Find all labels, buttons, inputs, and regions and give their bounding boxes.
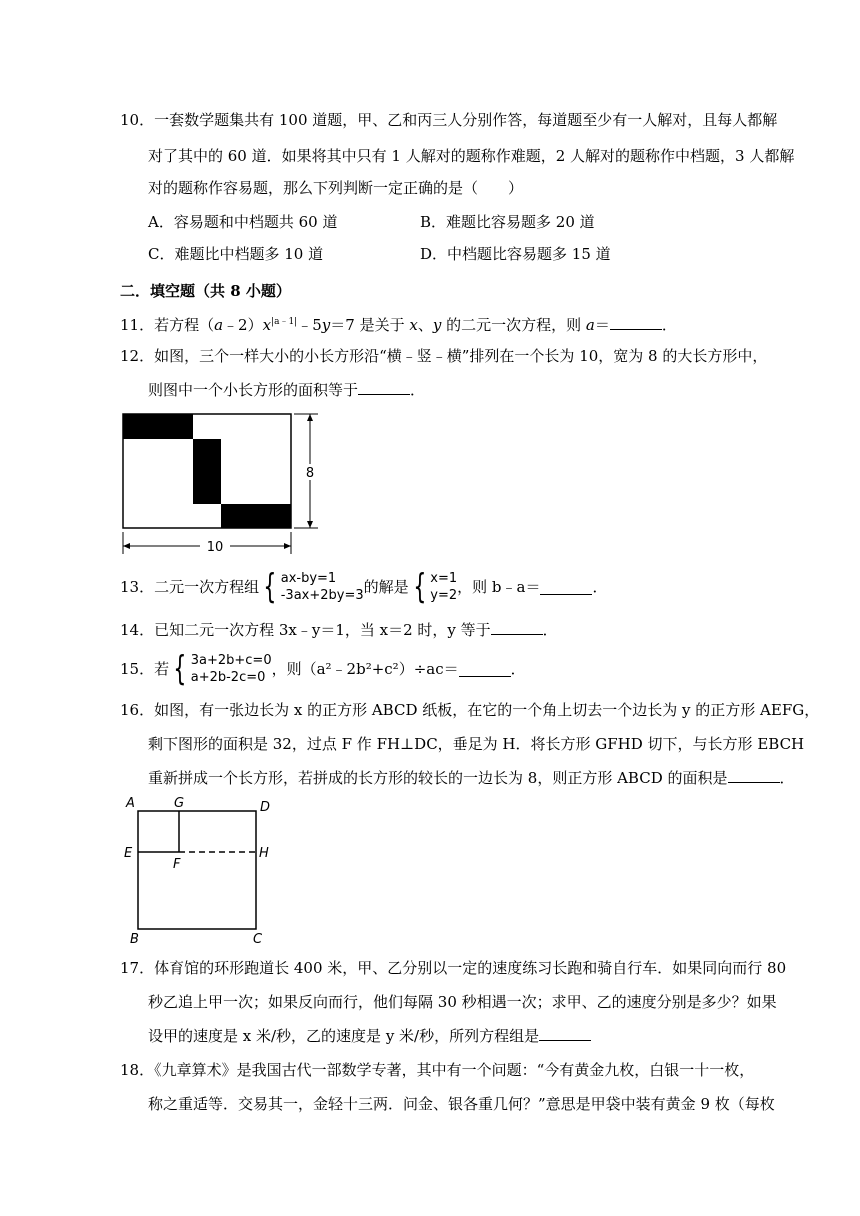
- q14-answer-blank[interactable]: [491, 620, 543, 635]
- q12-line1: 12．如图，三个一样大小的小长方形沿“横﹣竖﹣横”排列在一个长为 10，宽为 8 的大长方形中，: [120, 347, 768, 365]
- small-rect-top: [123, 414, 193, 439]
- label-c: C: [253, 932, 263, 946]
- q10-option-c: C．难题比中档题多 10 道: [148, 245, 324, 263]
- label-g: G: [174, 796, 185, 811]
- label-b: B: [130, 932, 139, 946]
- q13-line: 13．二元一次方程组 { ax-by=1 -3ax+2by=3 的解是 { x=1 y=2 ，则 b﹣a＝ ．: [120, 567, 608, 607]
- label-h: H: [259, 846, 269, 861]
- small-rect-bottom: [221, 504, 291, 528]
- q13-solution: x=1 y=2: [430, 571, 458, 603]
- height-label: 8: [305, 466, 315, 481]
- width-label: 10: [206, 540, 224, 555]
- q12-answer-blank[interactable]: [358, 380, 410, 395]
- q10-option-a: A．容易题和中档题共 60 道: [148, 213, 338, 231]
- q18-line2: 称之重适等．交易其一，金轻十三两．问金、银各重几何？”意思是甲袋中装有黄金 9 枚（每枚: [148, 1095, 775, 1113]
- q12-figure: [118, 408, 328, 558]
- label-d: D: [260, 800, 271, 815]
- q11-answer-blank[interactable]: [610, 315, 662, 330]
- q15-line: 15．若 { 3a+2b+c=0 a+2b-2c=0 ，则（a²﹣2b²+c²）÷ac＝ ．: [120, 649, 526, 689]
- q16-answer-blank[interactable]: [728, 768, 780, 783]
- q15-answer-blank[interactable]: [459, 662, 511, 677]
- q17-answer-blank[interactable]: [539, 1026, 591, 1041]
- q10-option-d: D．中档题比容易题多 15 道: [420, 245, 611, 263]
- q17-line3: 设甲的速度是 x 米/秒，乙的速度是 y 米/秒，所列方程组是: [148, 1026, 591, 1046]
- q12-line2: 则图中一个小长方形的面积等于 ．: [148, 381, 426, 399]
- q10-line1: 10．一套数学题集共有 100 道题，甲、乙和丙三人分别作答，每道题至少有一人解对，且每人都解: [120, 111, 778, 129]
- q16-line1: 16．如图，有一张边长为 x 的正方形 ABCD 纸板，在它的一个角上切去一个边长为 y 的正方形 AEFG，: [120, 701, 820, 719]
- label-f: F: [173, 857, 181, 872]
- square-abcd: [138, 811, 256, 929]
- q13-system: ax-by=1 -3ax+2by=3: [280, 571, 364, 603]
- q14-line: 14．已知二元一次方程 3x﹣y＝1，当 x＝2 时，y 等于 ．: [120, 621, 558, 639]
- q10-option-b: B．难题比容易题多 20 道: [420, 213, 595, 231]
- q15-system: 3a+2b+c=0 a+2b-2c=0: [190, 653, 272, 685]
- q13-answer-blank[interactable]: [540, 580, 592, 595]
- q10-line2: 对了其中的 60 道．如果将其中只有 1 人解对的题称作难题，2 人解对的题称作中档题，3 人都解: [148, 147, 795, 165]
- q17-line1: 17．体育馆的环形跑道长 400 米，甲、乙分别以一定的速度练习长跑和骑自行车．如果同向而行 80: [120, 959, 787, 977]
- q11-line: 11．若方程$(a﹣2)x^{|a﹣1|}﹣5y=7$ 是关于 x、y 的二元一次方程，则 a＝ ．: [120, 316, 677, 334]
- section-heading: 二．填空题（共 8 小题）: [120, 282, 291, 300]
- q17-line2: 秒乙追上甲一次；如果反向而行，他们每隔 30 秒相遇一次；求甲、乙的速度分别是多少？如果: [148, 993, 777, 1011]
- q10-line3: 对的题称作容易题，那么下列判断一定正确的是（ ）: [148, 179, 524, 197]
- q16-line3: 重新拼成一个长方形，若拼成的长方形的较长的一边长为 8，则正方形 ABCD 的面积是 ．: [148, 769, 795, 787]
- small-rect-middle: [193, 439, 221, 504]
- q16-line2: 剩下图形的面积是 32，过点 F 作 FH⊥DC，垂足为 H．将长方形 GFHD 切下，与长方形 EBCH: [148, 735, 805, 753]
- label-a: A: [126, 796, 135, 811]
- q16-figure: [118, 794, 288, 946]
- q18-line1: 18．《九章算术》是我国古代一部数学专著，其中有一个问题：“今有黄金九枚，白银一十一枚，: [120, 1061, 755, 1079]
- label-e: E: [124, 846, 133, 861]
